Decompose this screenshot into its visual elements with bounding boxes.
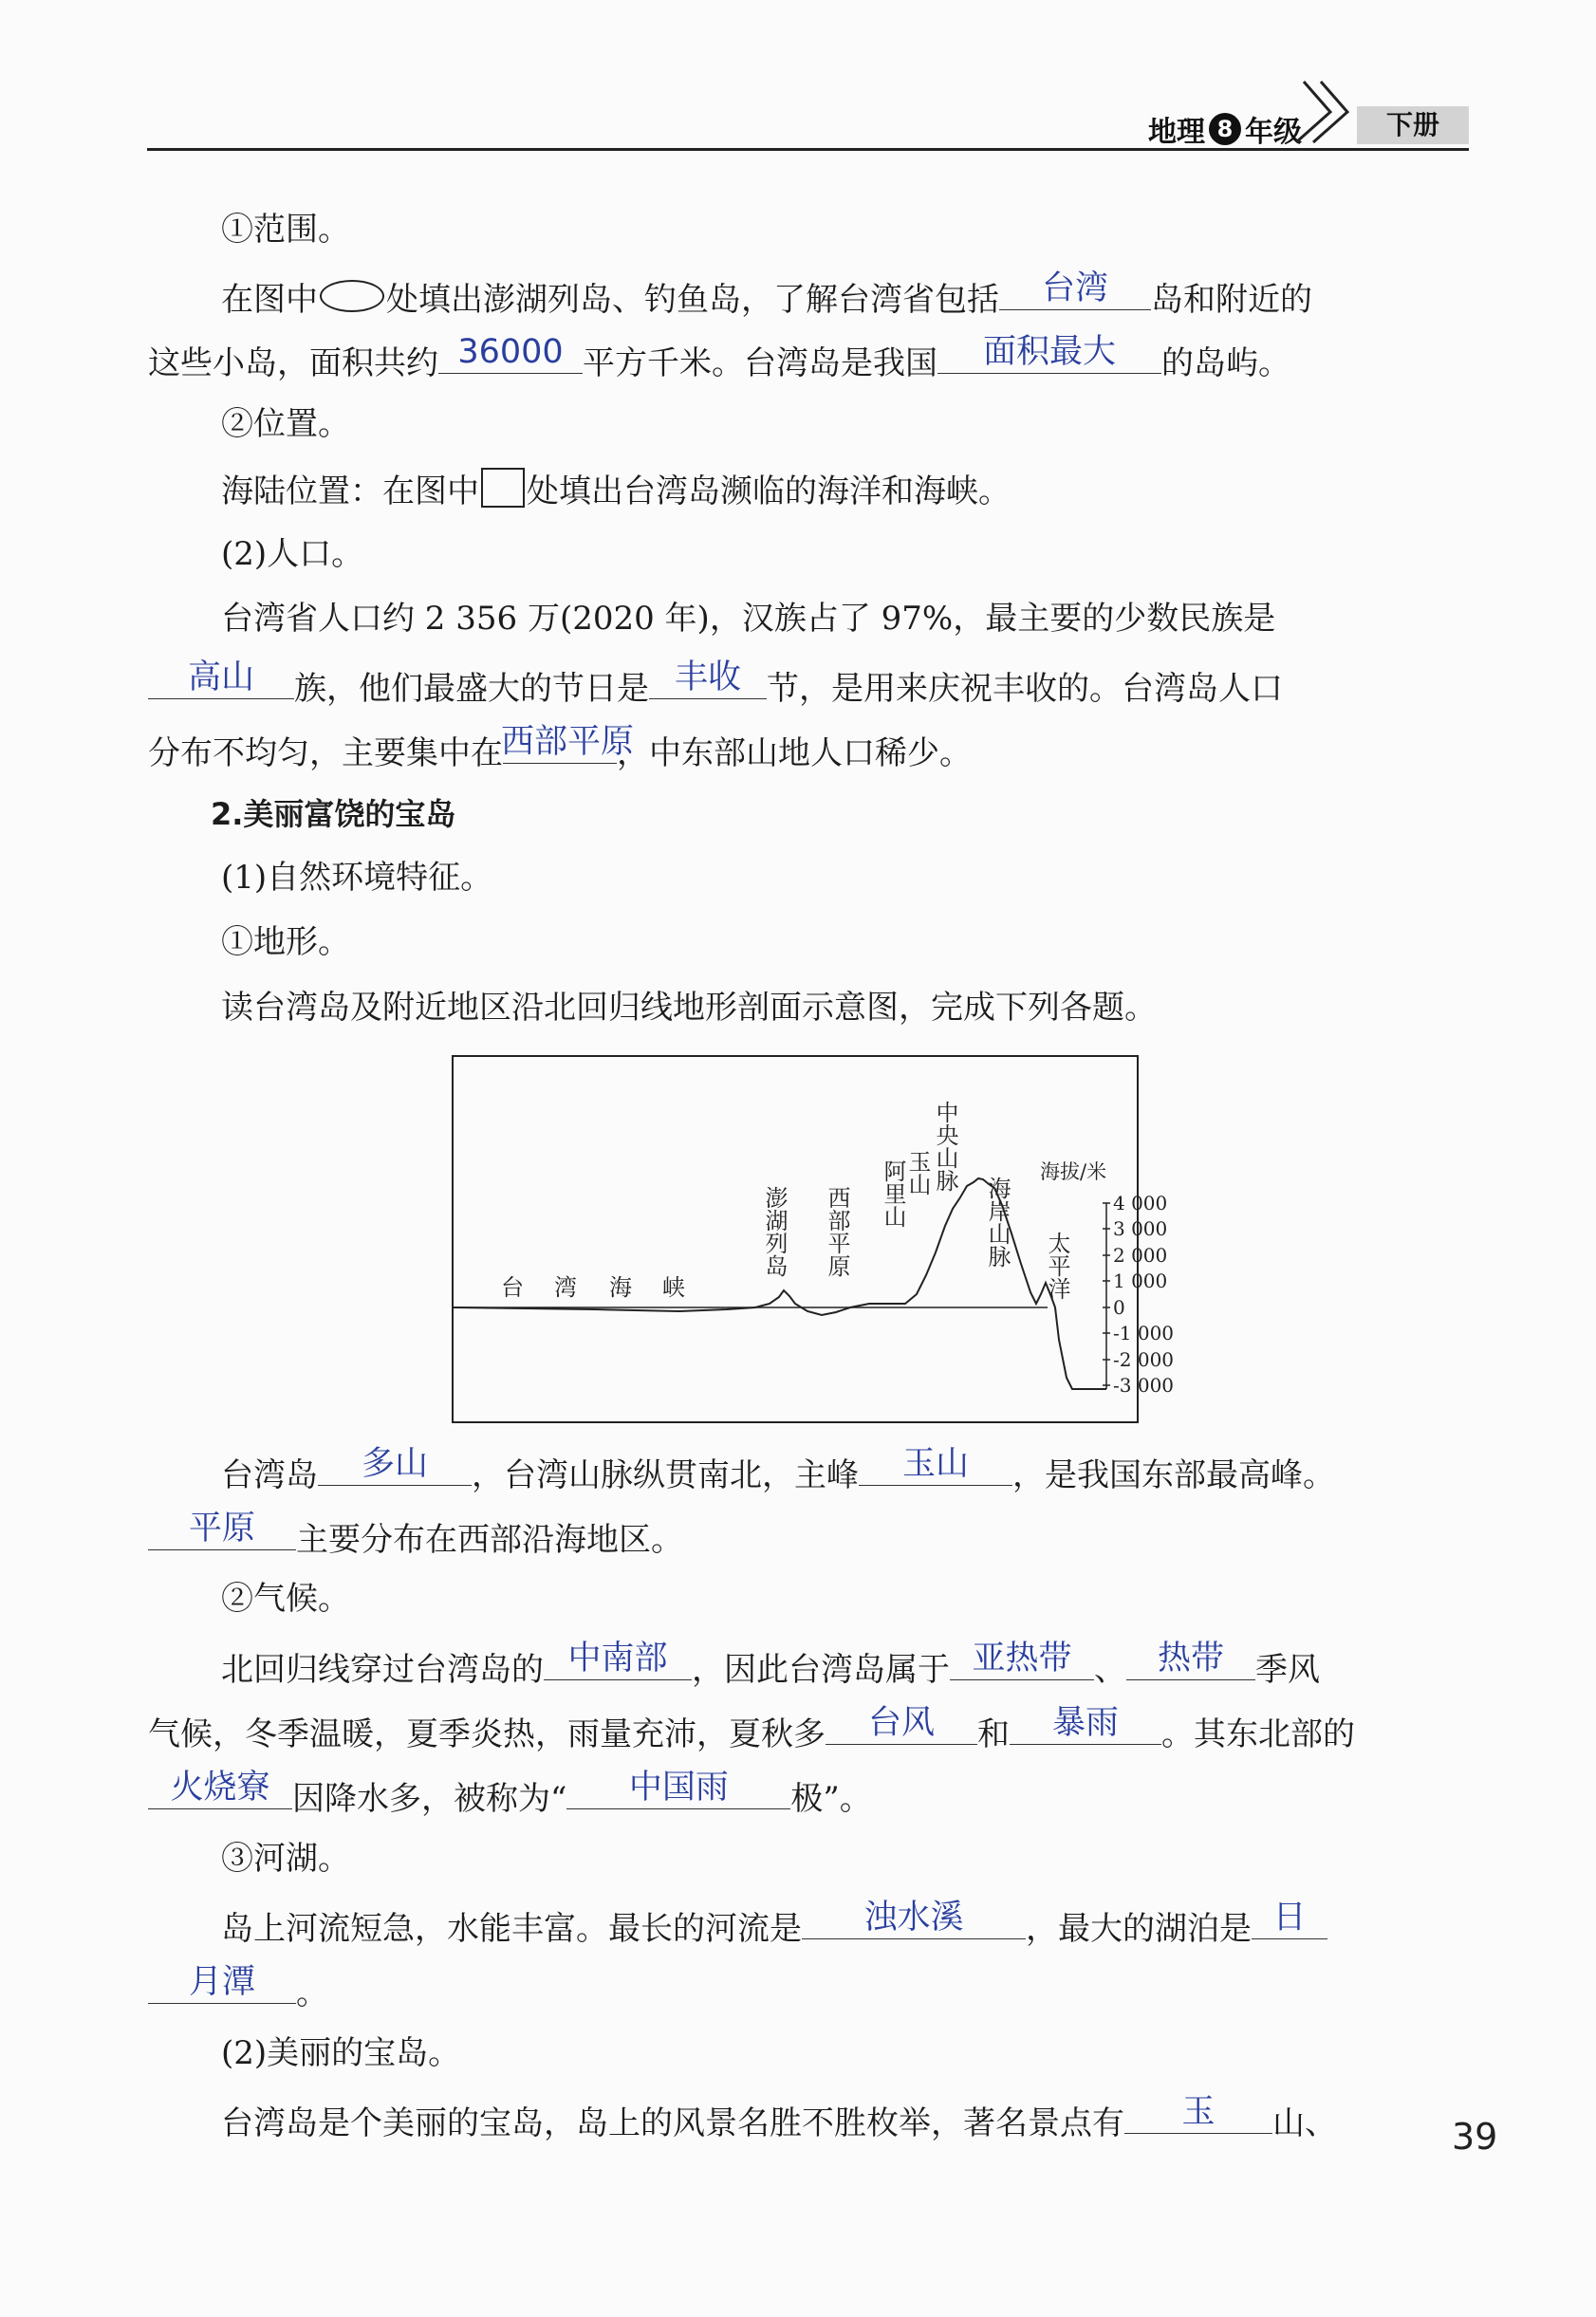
answer-blank xyxy=(1124,2093,1272,2134)
central-range-label: 中央山脉 xyxy=(932,1101,958,1192)
answer-blank xyxy=(802,1899,1026,1939)
text-line: 分布不均匀，主要集中在 西部平原 ，中东部山地人口稀少。 xyxy=(148,723,972,772)
page-header xyxy=(147,102,1469,151)
handwritten-answer: 高山 xyxy=(187,658,254,696)
text-line: 月潭 。 xyxy=(148,1967,328,2014)
handwritten-answer: 台风 xyxy=(867,1704,935,1742)
handwritten-answer: 丰收 xyxy=(674,658,741,696)
handwritten-answer: 36000 xyxy=(457,333,564,371)
west-plain-label: 西部平原 xyxy=(824,1186,850,1277)
axis-tick-label: -1 000 xyxy=(1113,1322,1175,1344)
section-heading: 2.美丽富饶的宝岛 xyxy=(211,796,456,832)
handwritten-answer: 面积最大 xyxy=(982,333,1116,371)
text-line: 高山 族，他们最盛大的节日是 丰收 节，是用来庆祝丰收的。台湾岛人口 xyxy=(148,662,1283,710)
text-line: ②位置。 xyxy=(221,405,350,443)
text-line: ①范围。 xyxy=(221,211,350,249)
text-line: (2)美丽的宝岛。 xyxy=(221,2034,461,2072)
answer-blank xyxy=(148,1510,296,1550)
text-line: ①地形。 xyxy=(221,923,350,961)
grade-badge: 8 xyxy=(1209,113,1241,145)
axis-tick-label: 1 000 xyxy=(1113,1270,1168,1292)
strait-label: 台 xyxy=(501,1274,524,1301)
handwritten-answer: 平原 xyxy=(188,1510,255,1548)
handwritten-answer: 台湾 xyxy=(1041,269,1108,307)
grade-suffix: 年级 xyxy=(1245,116,1302,149)
axis-tick-label: -2 000 xyxy=(1113,1348,1175,1371)
subject-label: 地理 xyxy=(1148,116,1205,149)
text-line: 读台湾岛及附近地区沿北回归线地形剖面示意图，完成下列各题。 xyxy=(221,989,1157,1027)
text-line: 气候，冬季温暖，夏季炎热，雨量充沛，夏秋多 台风 和 暴雨 。其东北部的 xyxy=(148,1704,1355,1753)
answer-blank xyxy=(500,723,634,764)
axis-tick-label: 2 000 xyxy=(1113,1244,1168,1267)
text-line: 台湾省人口约 2 356 万(2020 年)，汉族占了 97%，最主要的少数民族是 xyxy=(221,600,1276,638)
strait-label: 湾 xyxy=(554,1274,577,1301)
text-line: 海陆位置：在图中 处填出台湾岛濒临的海洋和海峡。 xyxy=(221,468,1011,512)
handwritten-answer: 中南部 xyxy=(567,1640,668,1678)
text-line: ②气候。 xyxy=(221,1580,350,1618)
handwritten-answer: 多山 xyxy=(361,1445,428,1483)
handwritten-answer: 玉山 xyxy=(901,1445,969,1483)
handwritten-answer: 亚热带 xyxy=(972,1640,1072,1678)
answer-blank xyxy=(1252,1899,1327,1939)
box-symbol xyxy=(481,468,525,508)
answer-blank xyxy=(148,1963,296,2004)
axis-tick-label: 4 000 xyxy=(1113,1192,1168,1214)
handwritten-answer: 火烧寮 xyxy=(170,1769,270,1807)
handwritten-answer: 中国雨 xyxy=(628,1769,729,1807)
handwritten-answer: 热带 xyxy=(1157,1640,1224,1678)
text-line: 台湾岛是个美丽的宝岛，岛上的风景名胜不胜枚举，著名景点有 玉 山、 xyxy=(221,2093,1337,2142)
answer-blank xyxy=(438,333,583,374)
text-line: 平原 主要分布在西部沿海地区。 xyxy=(148,1513,683,1561)
text-line: (1)自然环境特征。 xyxy=(221,859,493,897)
text-line: 岛上河流短急，水能丰富。最长的河流是 浊水溪 ，最大的湖泊是 日 xyxy=(221,1902,1327,1950)
answer-blank xyxy=(649,658,767,699)
yushan-label: 玉山 xyxy=(904,1150,931,1196)
answer-blank xyxy=(148,658,294,699)
answer-blank xyxy=(148,1769,292,1809)
handwritten-answer: 西部平原 xyxy=(500,723,634,761)
terrain-profile-figure xyxy=(452,1055,1175,1423)
alishan-label: 阿里山 xyxy=(880,1159,906,1228)
axis-tick-label: -3 000 xyxy=(1113,1374,1175,1397)
pacific-label: 太平洋 xyxy=(1044,1232,1070,1300)
text-line: 在图中 处填出澎湖列岛、钓鱼岛，了解台湾省包括 台湾 岛和附近的 xyxy=(221,269,1312,319)
handwritten-answer: 月潭 xyxy=(188,1963,255,2001)
text-line: 台湾岛 多山 ，台湾山脉纵贯南北，主峰 玉山 ，是我国东部最高峰。 xyxy=(221,1445,1335,1494)
answer-blank xyxy=(950,1640,1094,1680)
handwritten-answer: 暴雨 xyxy=(1051,1704,1119,1742)
answer-blank xyxy=(1126,1640,1255,1680)
answer-blank xyxy=(999,269,1151,310)
page-number: 39 xyxy=(1452,2116,1498,2158)
text-line: 北回归线穿过台湾岛的 中南部 ，因此台湾岛属于 亚热带 、 热带 季风 xyxy=(221,1640,1320,1689)
penghu-label: 澎湖列岛 xyxy=(761,1186,788,1277)
handwritten-answer: 玉 xyxy=(1181,2093,1216,2131)
handwritten-answer: 浊水溪 xyxy=(863,1899,964,1937)
handwritten-answer: 日 xyxy=(1272,1899,1307,1937)
text-line: ③河湖。 xyxy=(221,1840,350,1878)
text-line: 这些小岛，面积共约 36000 平方千米。台湾岛是我国 面积最大 的岛屿。 xyxy=(148,333,1290,382)
volume-label: 下册 xyxy=(1357,106,1469,144)
answer-blank xyxy=(566,1769,790,1809)
axis-tick-label: 3 000 xyxy=(1113,1217,1168,1240)
oval-symbol xyxy=(320,280,384,312)
text-line: (2)人口。 xyxy=(221,535,364,573)
header-title xyxy=(1148,108,1302,150)
double-chevron-icon xyxy=(1290,76,1357,150)
answer-blank xyxy=(544,1640,692,1680)
strait-label: 海 xyxy=(609,1274,632,1301)
answer-blank xyxy=(318,1445,472,1486)
answer-blank xyxy=(859,1445,1012,1486)
text-line: 火烧寮 因降水多，被称为“ 中国雨 极”。 xyxy=(148,1772,872,1820)
axis-title: 海拔/米 xyxy=(1040,1160,1107,1183)
axis-tick-label: 0 xyxy=(1113,1296,1125,1319)
answer-blank xyxy=(826,1704,977,1745)
answer-blank xyxy=(1010,1704,1161,1745)
answer-blank xyxy=(937,333,1161,374)
strait-label: 峡 xyxy=(662,1274,685,1301)
coastal-range-label: 海岸山脉 xyxy=(984,1177,1011,1268)
